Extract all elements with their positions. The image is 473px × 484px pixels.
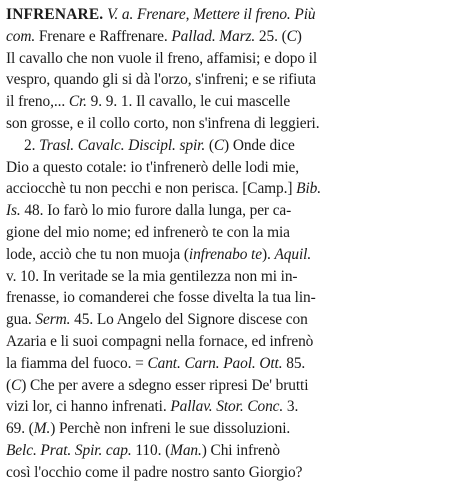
text-run: ) Chi infrenò xyxy=(201,441,280,459)
text-run: ( xyxy=(6,376,12,394)
text-run: frenasse, io comanderei che fosse divelta la tua lin- xyxy=(6,289,316,307)
text-run: il freno,... xyxy=(6,93,69,111)
text-run: così l'occhio come il padre nostro santo Giorgio? xyxy=(6,463,303,481)
entry-line xyxy=(6,48,468,70)
italic-text: Pallav. Stor. Conc. xyxy=(170,398,284,416)
italic-text: M. xyxy=(33,420,51,438)
text-run: 25. ( xyxy=(255,27,287,45)
entry-line xyxy=(6,244,468,266)
text-run: 85. xyxy=(282,354,306,372)
italic-text: Is. xyxy=(6,202,21,220)
text-run: ) Perchè non infreni le sue dissoluzioni. xyxy=(50,420,291,438)
entry-line xyxy=(6,69,468,91)
text-run: Azaria e li suoi compagni nella fornace, ed infrenò xyxy=(6,332,314,350)
text-run: acciocchè tu non pecchi e non perisca. [Camp.] xyxy=(6,180,297,198)
text-run: ) Che per avere a sdegno esser ripresi De' brutti xyxy=(21,376,309,394)
text-run: vizi lor, ci hanno infrenati. xyxy=(6,398,171,416)
entry-line xyxy=(6,178,468,200)
italic-text: C xyxy=(11,376,22,394)
italic-text: Cant. Carn. Paol. Ott. xyxy=(147,354,283,372)
entry-line xyxy=(6,4,468,26)
entry-line xyxy=(6,396,468,418)
italic-text: Trasl. Cavalc. Discipl. spir. xyxy=(39,136,206,154)
italic-text: Aquil. xyxy=(274,245,312,263)
text-run: 3. xyxy=(283,398,299,416)
entry-line xyxy=(6,157,468,179)
entry-line xyxy=(6,135,468,157)
text-run: ) xyxy=(296,27,302,45)
text-run: v. 10. In veritade se la mia gentilezza non mi in- xyxy=(6,267,298,285)
italic-text: com. xyxy=(6,27,36,45)
text-run: Il cavallo che non vuole il freno, affamisi; e dopo il xyxy=(6,49,318,67)
entry-line xyxy=(6,287,468,309)
italic-text: Man. xyxy=(170,441,202,459)
entry-line xyxy=(6,91,468,113)
entry-line xyxy=(6,375,468,397)
text-run: gione del mio nome; ed infrenerò te con la mia xyxy=(6,223,290,241)
text-run: ( xyxy=(205,136,214,154)
text-run: gua. xyxy=(6,311,36,329)
entry-line xyxy=(6,266,468,288)
text-run: son grosse, e il collo corto, non s'infrena di leggieri. xyxy=(6,114,320,132)
entry-line xyxy=(6,222,468,244)
entry-line xyxy=(6,309,468,331)
text-run: ). xyxy=(261,245,275,263)
italic-text: Bib. xyxy=(296,180,321,198)
entry-line xyxy=(6,331,468,353)
entry-line xyxy=(6,113,468,135)
text-run: 2. xyxy=(24,136,40,154)
italic-text: V. a. Frenare, Mettere il freno. Più xyxy=(107,6,316,23)
text-run: 9. 9. 1. Il cavallo, le cui mascelle xyxy=(86,93,291,111)
entry-line xyxy=(6,26,468,48)
entry-line xyxy=(6,353,468,375)
text-run: 110. ( xyxy=(131,441,171,459)
italic-text: Serm. xyxy=(35,311,71,329)
text-run: vespro, quando gli si dà l'orzo, s'infreni; e se rifiuta xyxy=(6,71,316,89)
text-run: lode, acciò che tu non muoja ( xyxy=(6,245,189,263)
text-run: la fiamma del fuoco. = xyxy=(6,354,148,372)
entry-line xyxy=(6,462,468,484)
text-run: Frenare e Raffrenare. xyxy=(35,27,172,45)
italic-text: Cr. xyxy=(68,93,87,111)
italic-text: C xyxy=(213,136,225,154)
text-run: Dio a questo cotale: io t'infrenerò delle lodi mie, xyxy=(6,158,299,176)
text-run: 45. Lo Angelo del Signore discese con xyxy=(70,311,308,329)
dictionary-entry xyxy=(6,4,468,484)
headword: INFRENARE. xyxy=(6,6,104,23)
text-run: 69. ( xyxy=(6,420,34,438)
entry-line xyxy=(6,440,468,462)
italic-text: C xyxy=(286,27,297,45)
italic-text: Pallad. Marz. xyxy=(171,27,256,45)
entry-line xyxy=(6,200,468,222)
entry-line xyxy=(6,418,468,440)
italic-text: infrenabo te xyxy=(188,245,262,263)
text-run: 48. Io farò lo mio furore dalla lunga, per ca- xyxy=(20,202,292,220)
italic-text: Belc. Prat. Spir. cap. xyxy=(6,441,132,459)
text-run: ) Onde dice xyxy=(224,136,295,154)
